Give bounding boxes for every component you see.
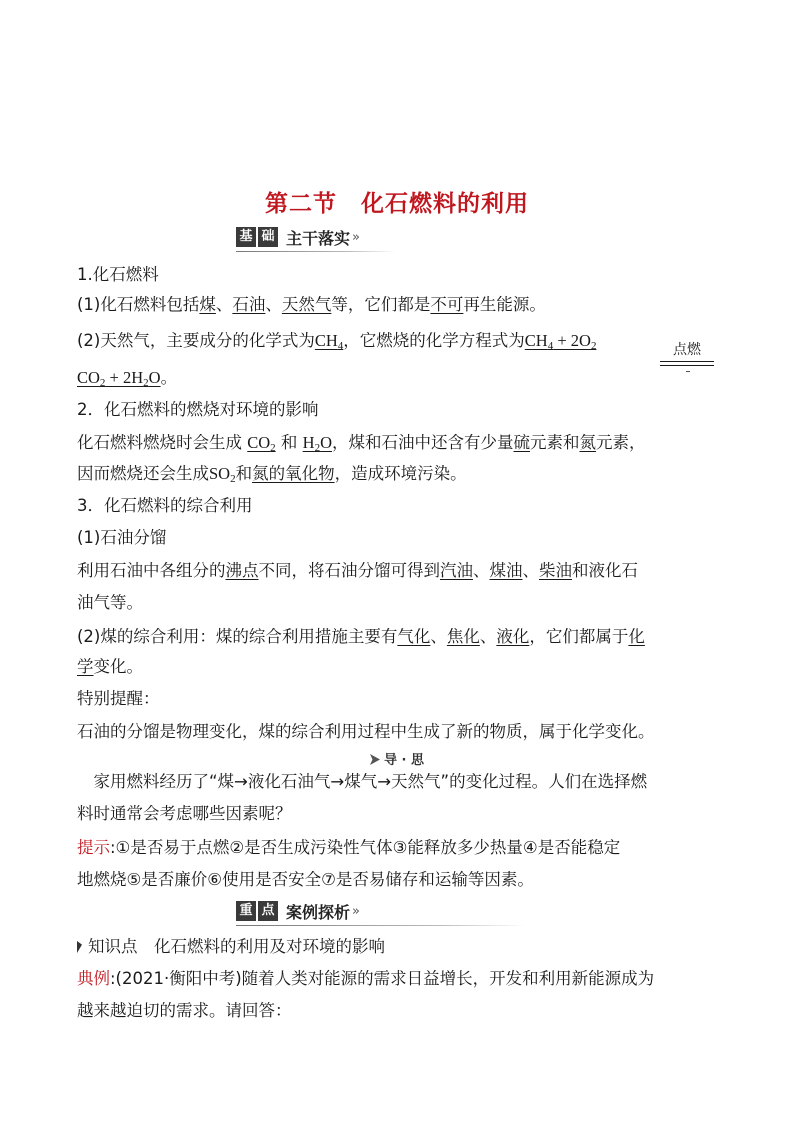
hint-label: 提示 bbox=[77, 838, 110, 857]
banner-title: 主干落实 bbox=[286, 228, 351, 248]
answer-blank: 石油 bbox=[232, 295, 266, 314]
knowledge-point: 知识点 化石燃料的利用及对环境的影响 bbox=[77, 936, 385, 958]
example-label: 典例 bbox=[77, 969, 110, 988]
banner-tag: 点 bbox=[258, 901, 278, 921]
answer-blank: 硫 bbox=[513, 433, 531, 452]
formula-ch4: $CH_4$ bbox=[314, 331, 344, 352]
heading-fossil-fuels: 1.化石燃料 bbox=[77, 265, 159, 284]
banner-tag: 重 bbox=[236, 901, 256, 921]
chevron-right-icon: » bbox=[352, 229, 360, 245]
paragraph-distillation-cont: 油气等。 bbox=[77, 593, 143, 612]
answer-blank: 煤 bbox=[199, 295, 216, 314]
hint-line2: 地燃烧⑤是否廉价⑥使用是否安全⑦是否易储存和运输等因素。 bbox=[77, 870, 534, 889]
heading-utilization: 3．化石燃料的综合利用 bbox=[77, 496, 253, 515]
equation-lhs: $CH_4 + 2O_2$ bbox=[524, 331, 597, 352]
example-line2: 越来越迫切的需求。请回答： bbox=[77, 1001, 292, 1020]
answer-blank: 学 bbox=[77, 657, 94, 676]
banner-tag: 基 bbox=[236, 227, 256, 247]
answer-blank: $H_2O$ bbox=[302, 433, 333, 454]
banner-rule bbox=[236, 925, 526, 926]
hint-line1: 提示:①是否易于点燃②是否生成污染性气体③能释放多少热量④是否能稳定 bbox=[77, 838, 621, 857]
note-text: 石油的分馏是物理变化，煤的综合利用过程中生成了新的物质，属于化学变化。 bbox=[77, 722, 655, 741]
answer-blank: 汽油 bbox=[440, 561, 473, 580]
paragraph-pollution: 因而燃烧还会生成$SO_2$和氮的氧化物，造成环境污染。 bbox=[77, 464, 467, 485]
banner-key-cases bbox=[236, 900, 526, 922]
note-label: 特别提醒： bbox=[77, 689, 160, 708]
guide-think-label: 导 · 思 bbox=[0, 749, 794, 768]
paragraph-coal-use-cont: 学变化。 bbox=[77, 657, 143, 676]
think-question-line1: 家用燃料经历了“煤→液化石油气→煤气→天然气”的变化过程。人们在选择燃 bbox=[77, 772, 648, 791]
answer-blank: 沸点 bbox=[225, 561, 259, 580]
banner-basic-review bbox=[236, 226, 396, 248]
equation-rhs: $CO_2 + 2H_2O$ bbox=[77, 368, 161, 389]
equation-products: $CO_2 + 2H_2O$。 bbox=[77, 368, 178, 389]
section-title: 第二节 化石燃料的利用 bbox=[265, 191, 529, 217]
answer-blank: 氮 bbox=[579, 433, 597, 452]
paragraph-coal-use: (2)煤的综合利用：煤的综合利用措施主要有气化、焦化、液化，它们都属于化 bbox=[77, 627, 645, 646]
answer-blank: 天然气 bbox=[281, 295, 332, 314]
paragraph-fuel-types: (1)化石燃料包括煤、石油、天然气等，它们都是不可再生能源。 bbox=[77, 295, 546, 314]
answer-blank: 焦化 bbox=[446, 627, 480, 646]
guide-arrow-icon bbox=[370, 754, 380, 765]
answer-blank: 化 bbox=[628, 627, 645, 646]
flag-icon bbox=[77, 941, 82, 953]
paragraph-combustion-products: 化石燃料燃烧时会生成 $CO_2$ 和 $H_2O$，煤和石油中还含有少量硫元素和氮元素， bbox=[77, 433, 646, 454]
answer-blank: 柴油 bbox=[539, 561, 572, 580]
answer-blank: 不可 bbox=[430, 295, 464, 314]
answer-blank: $CO_2$ bbox=[247, 433, 276, 454]
paragraph-natural-gas: (2)天然气，主要成分的化学式为$CH_4$，它燃烧的化学方程式为$CH_4 + 2O_2$ bbox=[77, 331, 597, 352]
banner-tag: 础 bbox=[258, 227, 278, 247]
answer-blank: 氮的氧化物 bbox=[252, 464, 335, 483]
paragraph-distillation: 利用石油中各组分的沸点不同，将石油分馏可得到汽油、煤油、柴油和液化石 bbox=[77, 561, 638, 580]
banner-title: 案例探析 bbox=[286, 902, 351, 922]
think-question-line2: 料时通常会考虑哪些因素呢？ bbox=[77, 804, 292, 823]
formula-so2: $SO_2$ bbox=[209, 464, 236, 485]
chevron-right-icon: » bbox=[352, 903, 360, 919]
answer-blank: 液化 bbox=[496, 627, 530, 646]
answer-blank: 煤油 bbox=[489, 561, 523, 580]
banner-rule bbox=[236, 251, 396, 252]
example-line1: 典例:(2021·衡阳中考)随着人类对能源的需求日益增长，开发和利用新能源成为 bbox=[77, 969, 655, 988]
answer-blank: 气化 bbox=[397, 627, 431, 646]
heading-environment: 2．化石燃料的燃烧对环境的影响 bbox=[77, 400, 319, 419]
subheading-distillation: (1)石油分馏 bbox=[77, 528, 167, 547]
condition-label: 点燃 bbox=[673, 342, 701, 358]
